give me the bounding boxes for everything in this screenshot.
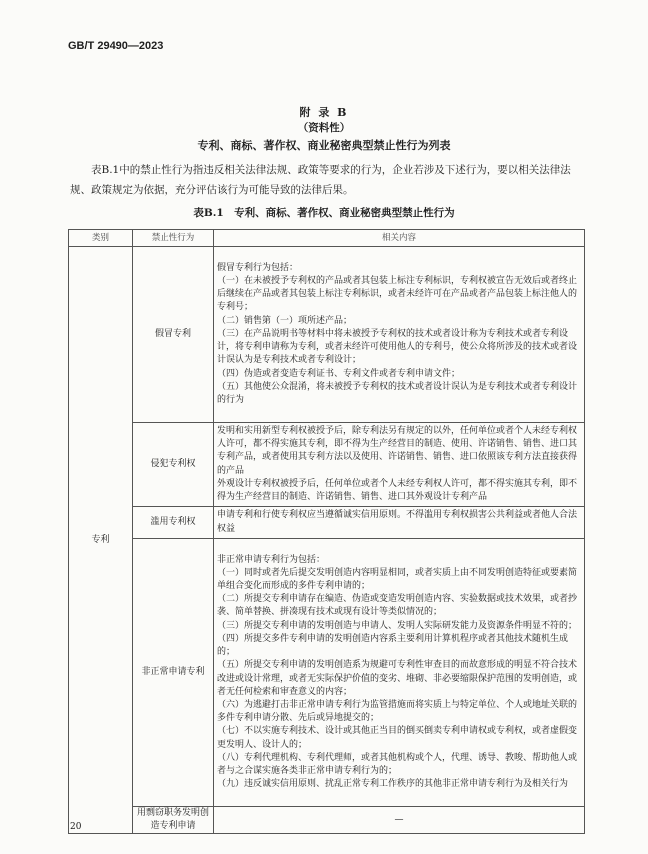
table-row [69, 247, 585, 423]
content-line: 非正常申请专利行为包括： [217, 554, 326, 565]
table-row [69, 507, 585, 539]
content-line: （二）所提交专利申请存在编造、伪造或变造发明创造内容、实验数据或技术效果，或者抄袭、简单替换、拼凑现有技术或现有设计等类似情况的； [217, 594, 578, 618]
content-line: （六）为逃避打击非正常申请专利行为监管措施而将实质上与特定单位、个人或地址关联的多件专利申请分散、先后或异地提交的； [217, 699, 578, 724]
content-line: （三）在产品说明书等材料中将未被授予专利权的技术或者设计称为专利技术或者专利设计，将专利申请称为专利，或者未经许可使用他人的专利号，使公众将所涉及的技术或者设计误认为是专利技术或者专利设计； [217, 328, 578, 366]
intro-paragraph: 表B.1中的禁止性行为指违反相关法律法规、政策等要求的行为，企业若涉及下述行为，要以相关法律法规、政策规定为依据，充分评估该行为可能导致的法律后果。 [70, 164, 571, 196]
content-cell: — [214, 807, 585, 834]
table-row [69, 807, 585, 834]
behavior-cell: 假冒专利 [133, 247, 214, 423]
behavior-cell: 非正常申请专利 [133, 539, 214, 807]
table-row [69, 423, 585, 507]
content-line: （五）其他使公众混淆，将未被授予专利权的技术或者设计误认为是专利技术或者专利设计的行为 [217, 381, 578, 405]
content-line: （八）专利代理机构、专利代理师，或者其他机构或个人，代理、诱导、教唆、帮助他人或者与之合谋实施各类非正常申请专利行为的； [217, 752, 578, 776]
behavior-cell: 侵犯专利权 [133, 423, 214, 507]
content-cell [214, 247, 585, 423]
content-line: （七）不以实施专利技术、设计或其他正当目的倒买倒卖专利申请权或专利权，或者虚假变更发明人、设计人的； [217, 726, 578, 750]
content-cell [214, 423, 585, 507]
appendix-heading: 专利、商标、著作权、商业秘密典型禁止性行为列表 [197, 139, 451, 152]
behavior-cell: 滥用专利权 [133, 507, 214, 539]
standard-number: GB/T 29490—2023 [68, 40, 164, 52]
content-line: （五）所提交专利申请的发明创造系为规避可专利性审查目的而故意形成的明显不符合技术改进或设计常理，或者无实际保护价值的变劣、堆砌、非必要缩限保护范围的发明创造，或者无任何检索和审查意义的内容； [217, 660, 578, 697]
header-behavior: 禁止性行为 [133, 230, 214, 247]
category-cell: 专利 [69, 247, 133, 834]
content-cell [214, 539, 585, 807]
content-line: （九）违反诚实信用原则、扰乱正常专利工作秩序的其他非正常申请专利行为及相关行为 [217, 779, 569, 790]
prohibited-behaviors-table [68, 229, 585, 834]
appendix-note: （资料性） [297, 122, 351, 134]
header-category: 类别 [69, 230, 133, 247]
page-number: 20 [70, 822, 82, 832]
content-line: （三）所提交专利申请的发明创造与申请人、发明人实际研发能力及资源条件明显不符的； [217, 620, 578, 631]
header-content: 相关内容 [214, 230, 585, 247]
content-line: （四）所提交多件专利申请的发明创造内容系主要利用计算机程序或者其他技术随机生成的； [217, 633, 569, 658]
content-line: （一）同时或者先后提交发明创造内容明显相同，或者实质上由不同发明创造特征或要素简单组合变化而形成的多件专利申请的； [217, 567, 578, 592]
content-cell [214, 507, 585, 539]
content-line: （四）伪造或者变造专利证书、专利文件或者专利申请文件； [217, 368, 461, 379]
table-header-row [69, 230, 585, 247]
behavior-cell: 用剽窃职务发明创造专利申请 [133, 807, 214, 834]
table-row [69, 539, 585, 807]
content-line: 外观设计专利权被授予后，任何单位或者个人未经专利权人许可，都不得实施其专利，即不得为生产经营目的制造、许诺销售、销售、进口其外观设计专利产品 [217, 478, 578, 502]
content-line: （二）销售第（一）项所述产品； [217, 315, 353, 326]
content-line: 发明和实用新型专利权被授予后，除专利法另有规定的以外，任何单位或者个人未经专利权人许可，都不得实施其专利，即不得为生产经营目的制造、使用、许诺销售、销售、进口其专利产品，或者使用其专利方法以及使用、许诺销售、销售、进口依照该专利方法直接获得的产品 [217, 425, 578, 476]
content-line: （一）在未被授予专利权的产品或者其包装上标注专利标识，专利权被宣告无效后或者终止后继续在产品或者其包装上标注专利标识，或者未经许可在产品或者产品包装上标注他人的专利号； [217, 276, 578, 313]
content-line: 申请专利和行使专利权应当遵循诚实信用原则。不得滥用专利权损害公共利益或者他人合法权益 [217, 510, 578, 534]
appendix-title: 附 录 B [299, 106, 349, 119]
content-line: 假冒专利行为包括： [217, 262, 299, 273]
table-caption: 表B.1 专利、商标、著作权、商业秘密典型禁止性行为 [193, 207, 455, 219]
